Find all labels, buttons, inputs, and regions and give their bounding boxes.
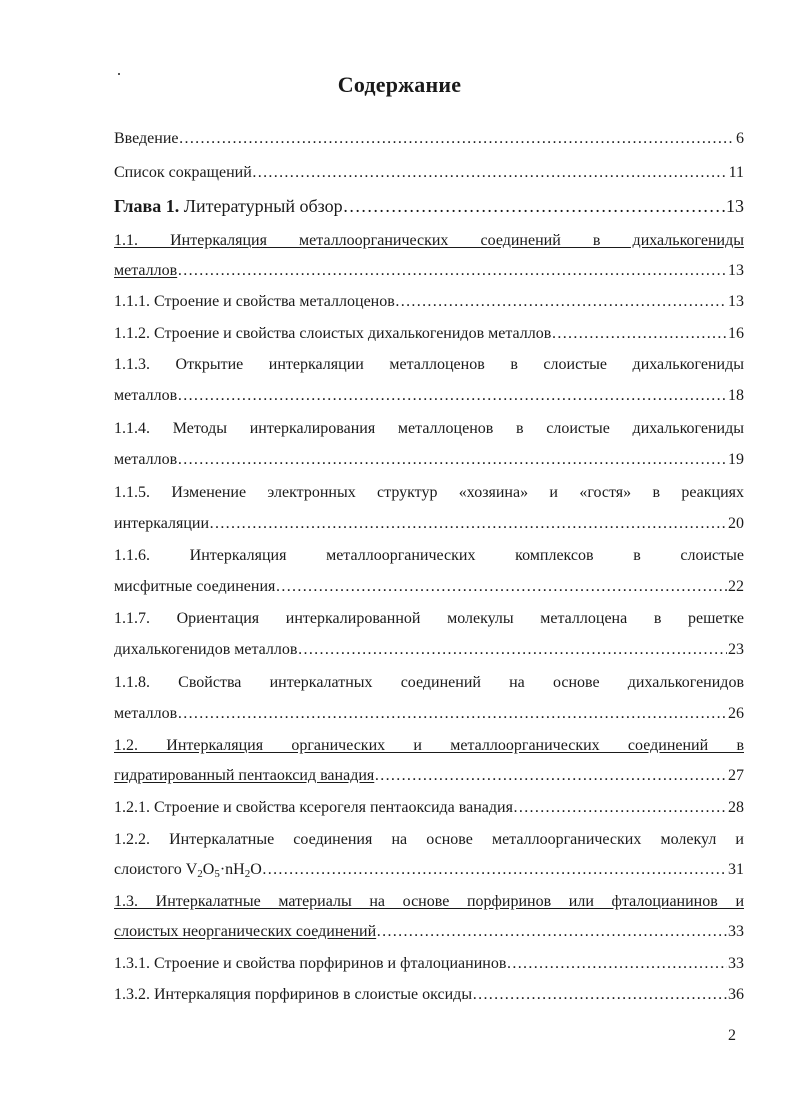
toc-page-number: 33 xyxy=(728,955,744,972)
toc-entry-text: 1.1.5. Изменение электронных структур «хозяина» и «гостя» в реакциях xyxy=(114,484,744,501)
toc-entry-1-1-line2[interactable] xyxy=(114,260,744,282)
toc-entry-1-3-1[interactable] xyxy=(114,953,744,975)
leader-dots xyxy=(551,323,727,345)
toc-entry-1-1-2[interactable] xyxy=(114,323,744,345)
page-title: Содержание xyxy=(337,72,462,97)
toc-entry-1-2-line2[interactable] xyxy=(114,765,744,787)
toc-entry-1-1-7-line1[interactable] xyxy=(114,608,744,630)
leader-dots xyxy=(297,639,727,661)
toc-page-number: 31 xyxy=(728,861,744,878)
leader-dots xyxy=(179,128,736,150)
leader-dots xyxy=(177,449,727,471)
toc-entry-text: 1.3. Интеркалатные материалы на основе порфиринов или фталоцианинов и xyxy=(114,893,744,910)
toc-entry-1-1-3-line1[interactable] xyxy=(114,354,744,376)
toc-entry-text: 1.1.6. Интеркаляция металлоорганических комплексов в слоистые xyxy=(114,547,744,564)
toc-entry-1-2-1[interactable] xyxy=(114,797,744,819)
toc-page-number: 28 xyxy=(728,799,744,816)
chemical-formula: $V_2O_5\cdot nH_2O$ xyxy=(185,861,262,880)
toc-entry-1-1-1[interactable] xyxy=(114,291,744,313)
leader-dots xyxy=(513,797,727,819)
toc-entry-1-1-5-line1[interactable] xyxy=(114,482,744,504)
leader-dots xyxy=(177,260,727,282)
toc-entry-text: Список сокращений xyxy=(114,164,252,181)
toc-entry-text: Литературный обзор xyxy=(183,196,343,216)
toc-entry-text: дихалькогенидов металлов xyxy=(114,641,298,658)
toc-page-number: 11 xyxy=(728,164,744,181)
toc-entry-1-1-4-line2[interactable] xyxy=(114,449,744,471)
toc-page-number: 36 xyxy=(728,986,744,1003)
toc-entry-text: гидратированный пентаоксид ванадия xyxy=(114,767,375,784)
toc-page-number: 6 xyxy=(736,130,744,147)
toc-entry-text: 1.3.2. Интеркаляция порфиринов в слоистые оксиды xyxy=(114,986,473,1003)
toc-entry-text: 1.3.1. Строение и свойства порфиринов и фталоцианинов xyxy=(114,955,507,972)
toc-entry-1-1-4-line1[interactable] xyxy=(114,418,744,440)
toc-entry-1-1-line1[interactable] xyxy=(114,230,744,252)
toc-entry-text: металлов xyxy=(114,451,178,468)
toc-page-number: 13 xyxy=(726,196,744,216)
toc-entry-abbreviations[interactable] xyxy=(114,162,744,184)
toc-entry-text: 1.2. Интеркаляция органических и металлоорганических соединений в xyxy=(114,737,744,754)
toc-entry-text: 1.1. Интеркаляция металлоорганических соединений в дихалькогениды xyxy=(114,232,744,249)
toc-entry-1-1-8-line2[interactable] xyxy=(114,703,744,725)
toc-entry-1-1-7-line2[interactable] xyxy=(114,639,744,661)
toc-entry-text: слоистых неорганических соединений xyxy=(114,923,377,940)
toc-entry-1-3-line2[interactable] xyxy=(114,921,744,943)
toc-entry-text: 1.1.3. Открытие интеркаляции металлоценов в слоистые дихалькогениды xyxy=(114,356,744,373)
toc-page-number: 19 xyxy=(728,451,744,468)
toc-page-number: 13 xyxy=(728,262,744,279)
page-number: 2 xyxy=(728,1027,736,1044)
toc-entry-text: 1.1.8. Свойства интеркалатных соединений на основе дихалькогенидов xyxy=(114,674,744,691)
toc-entry-text: 1.2.2. Интеркалатные соединения на основе металлоорганических молекул и xyxy=(114,831,744,848)
toc-entry-text: слоистого $V_2O_5\cdot nH_2O$ xyxy=(114,861,262,880)
toc-entry-1-3-line1[interactable] xyxy=(114,891,744,913)
leader-dots xyxy=(374,765,727,787)
leader-dots xyxy=(506,953,727,975)
toc-entry-text: 1.1.7. Ориентация интеркалированной молекулы металлоцена в решетке xyxy=(114,610,744,627)
toc-entry-1-1-3-line2[interactable] xyxy=(114,385,744,407)
toc-entry-text: 1.1.1. Строение и свойства металлоценов xyxy=(114,293,395,310)
toc-entry-1-1-6-line2[interactable] xyxy=(114,576,744,598)
leader-dots xyxy=(395,291,727,313)
toc-entry-text: 1.2.1. Строение и свойства ксерогеля пентаоксида ванадия xyxy=(114,799,513,816)
leader-dots xyxy=(376,921,727,943)
toc-entry-1-1-8-line1[interactable] xyxy=(114,672,744,694)
toc-entry-text: металлов xyxy=(114,262,178,279)
toc-entry-1-2-line1[interactable] xyxy=(114,735,744,757)
toc-entry-1-2-2-line2[interactable] xyxy=(114,859,744,881)
toc-entry-1-1-6-line1[interactable] xyxy=(114,545,744,567)
toc-page-number: 18 xyxy=(728,387,744,404)
toc-entry-1-1-5-line2[interactable] xyxy=(114,513,744,535)
toc-page-number: 16 xyxy=(728,325,744,342)
toc-page-number: 27 xyxy=(728,767,744,784)
leader-dots xyxy=(472,984,727,1006)
leader-dots xyxy=(343,195,725,217)
leader-dots xyxy=(275,576,727,598)
chapter-label: Глава 1. xyxy=(114,196,180,216)
leader-dots xyxy=(177,703,727,725)
toc-entry-text: интеркаляции xyxy=(114,515,210,532)
toc-entry-text: Введение xyxy=(114,130,179,147)
toc-page-number: 33 xyxy=(728,923,744,940)
leader-dots xyxy=(262,859,727,881)
leader-dots xyxy=(177,385,727,407)
toc-page-number: 22 xyxy=(728,578,744,595)
toc-page-number: 13 xyxy=(728,293,744,310)
toc-entry-text: металлов xyxy=(114,387,178,404)
leader-dots xyxy=(209,513,727,535)
toc-entry-chapter-1[interactable] xyxy=(114,195,744,217)
toc-entry-text: мисфитные соединения xyxy=(114,578,276,595)
toc-entry-introduction[interactable] xyxy=(114,128,744,150)
leader-dots xyxy=(252,162,728,184)
toc-page-number: 20 xyxy=(728,515,744,532)
toc-entry-text: 1.1.4. Методы интеркалирования металлоценов в слоистые дихалькогениды xyxy=(114,420,744,437)
toc-entry-text: 1.1.2. Строение и свойства слоистых дихалькогенидов металлов xyxy=(114,325,552,342)
toc-page-number: 26 xyxy=(728,705,744,722)
toc-entry-1-3-2[interactable] xyxy=(114,984,744,1006)
toc-entry-text: металлов xyxy=(114,705,178,722)
toc-page-number: 23 xyxy=(728,641,744,658)
toc-entry-1-2-2-line1[interactable] xyxy=(114,829,744,851)
